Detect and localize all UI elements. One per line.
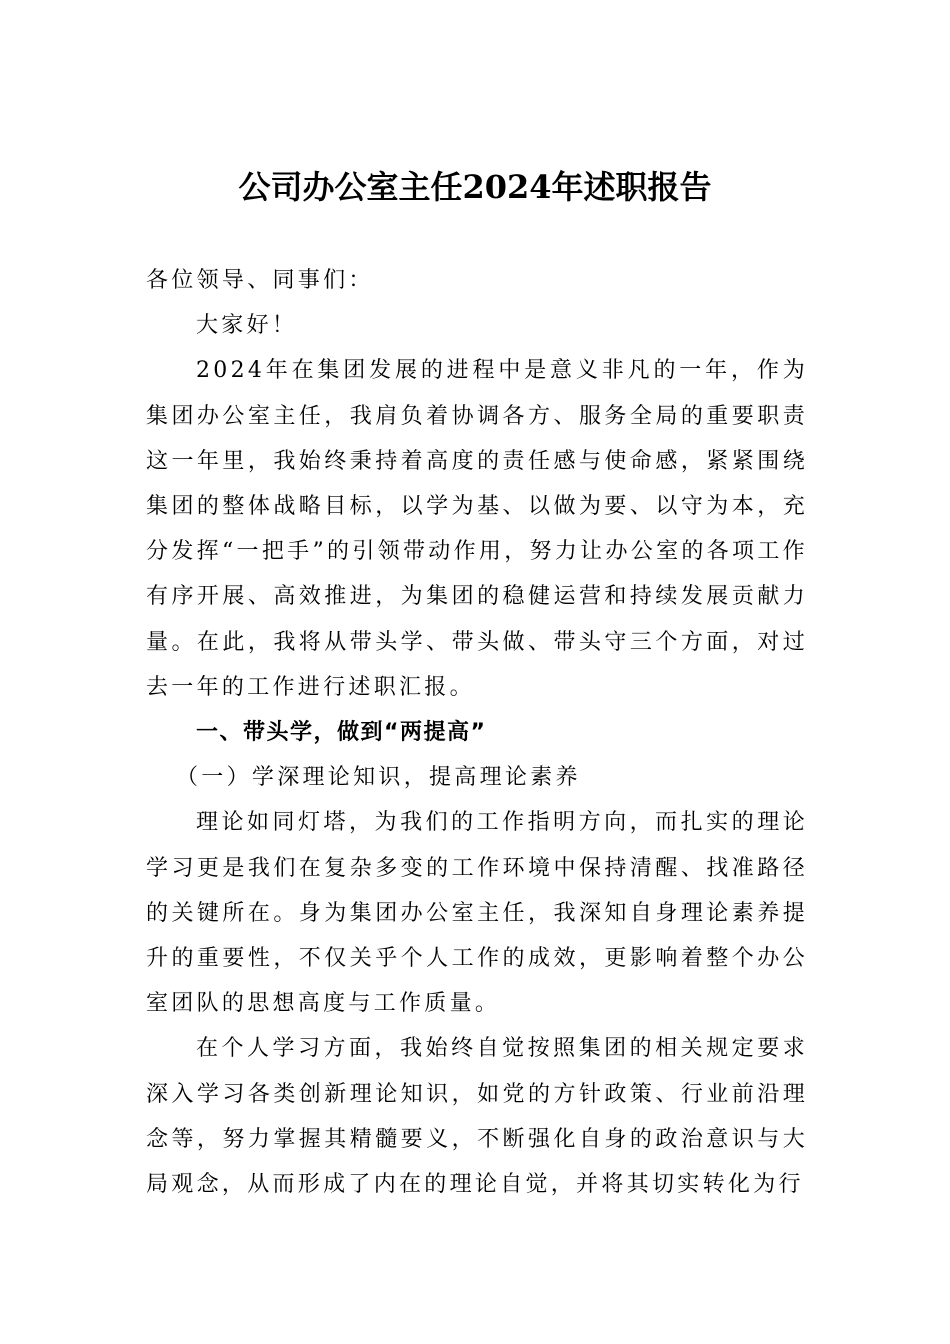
theory-paragraph: 理论如同灯塔，为我们的工作指明方向，而扎实的理论学习更是我们在复杂多变的工作环境中保持清醒、找准路径的关键所在。身为集团办公室主任，我深知自身理论素养提升的重要性，不仅关乎个人工作的成效，更影响着整个办公室团队的思想高度与工作质量。 — [146, 810, 808, 1017]
greeting: 大家好！ — [196, 313, 298, 339]
intro-paragraph: 2024年在集团发展的进程中是意义非凡的一年，作为集团办公室主任，我肩负着协调各方、服务全局的重要职责这一年里，我始终秉持着高度的责任感与使命感，紧紧围绕集团的整体战略目标，以学为基、以做为要、以守为本，充分发挥“一把手”的引领带动作用，努力让办公室的各项工作有序开展、高效推进，为集团的稳健运营和持续发展贡献力量。在此，我将从带头学、带头做、带头守三个方面，对过去一年的工作进行述职汇报。 — [146, 358, 808, 700]
document-body — [146, 258, 808, 1207]
personal-study-paragraph: 在个人学习方面，我始终自觉按照集团的相关规定要求深入学习各类创新理论知识，如党的方针政策、行业前沿理念等，努力掌握其精髓要义，不断强化自身的政治意识与大局观念，从而形成了内在的理论自觉，并将其切实转化为行 — [146, 1036, 808, 1198]
document-title: 公司办公室主任2024年述职报告 — [238, 168, 712, 206]
section-heading-1: 一、带头学，做到“两提高” — [196, 720, 487, 746]
subsection-heading-1: （一）学深理论知识，提高理论素养 — [176, 765, 581, 791]
salutation: 各位领导、同事们： — [146, 268, 374, 293]
